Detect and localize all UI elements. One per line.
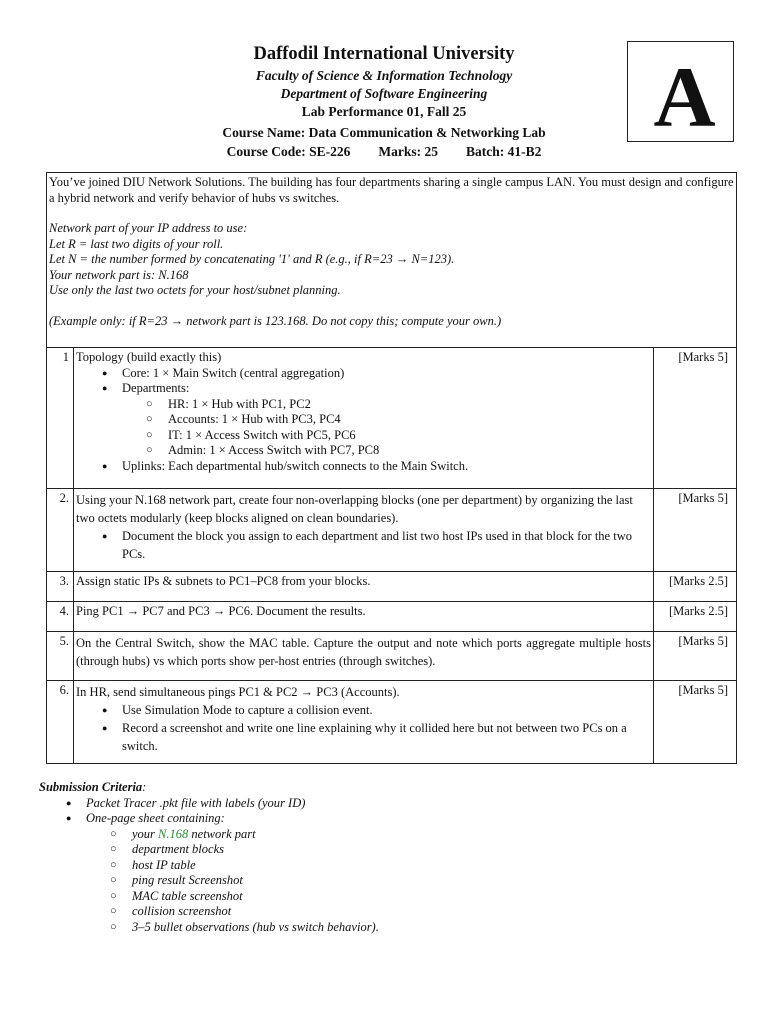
list-item: ○ Admin: 1 × Access Switch with PC7, PC8 — [168, 443, 651, 459]
intro-cell — [47, 173, 737, 348]
task-number: 5. — [47, 632, 74, 681]
departments-label: Departments: — [122, 381, 190, 395]
task-marks: [Marks 5] — [654, 632, 737, 681]
task-number: 4. — [47, 602, 74, 632]
intro-line: Let N = the number formed by concatenating '1' and R (e.g., if R=23 → N=123). — [49, 252, 455, 266]
list-item: ○ 3–5 bullet observations (hub vs switch behavior). — [132, 920, 739, 936]
task-row-5 — [47, 632, 737, 681]
text-span: network part — [188, 826, 256, 841]
set-letter: A — [653, 48, 716, 142]
marks-total: Marks: 25 — [378, 144, 438, 159]
network-part-highlight: N.168 — [158, 826, 189, 841]
list-item: ○ department blocks — [132, 842, 739, 858]
submission-colon: : — [142, 780, 147, 794]
intro-row — [47, 173, 737, 348]
submission-title: Submission Criteria — [39, 780, 143, 794]
task-title: Topology (build exactly this) — [76, 350, 222, 364]
task-row-1 — [47, 348, 737, 489]
list-item: ○ ping result Screenshot — [132, 873, 739, 889]
task-title: Using your N.168 network part, create four non-overlapping blocks (one per department) by organizing the last two octets modularly (keep blocks aligned on clean boundaries). — [76, 493, 633, 525]
task-bullets — [76, 701, 651, 755]
batch: Batch: 41-B2 — [466, 144, 542, 159]
university-name: Daffodil International University — [253, 44, 515, 64]
task-body — [74, 681, 654, 764]
task-row-2 — [47, 489, 737, 572]
task-row-3 — [47, 572, 737, 602]
list-item: ● Uplinks: Each departmental hub/switch connects to the Main Switch. — [122, 459, 651, 475]
submission-list — [39, 796, 739, 936]
list-item: ○ HR: 1 × Hub with PC1, PC2 — [168, 397, 651, 413]
task-number: 1 — [47, 348, 74, 489]
task-title: In HR, send simultaneous pings PC1 & PC2 → PC3 (Accounts). — [76, 685, 400, 699]
sheet-label: One-page sheet containing: — [86, 811, 225, 825]
task-body: Assign static IPs & subnets to PC1–PC8 from your blocks. — [74, 572, 654, 602]
submission-title-line — [39, 780, 739, 796]
course-info-line — [0, 144, 768, 160]
sheet-contents — [86, 827, 739, 936]
course-name: Course Name: Data Communication & Networking Lab — [222, 125, 546, 140]
task-body — [74, 489, 654, 572]
task-number: 3. — [47, 572, 74, 602]
list-item — [122, 381, 651, 459]
task-bullets — [76, 366, 651, 475]
task-marks: [Marks 5] — [654, 489, 737, 572]
faculty-name: Faculty of Science & Information Technology — [255, 68, 513, 83]
task-row-6 — [47, 681, 737, 764]
list-item: ○ IT: 1 × Access Switch with PC5, PC6 — [168, 428, 651, 444]
intro-line: Use only the last two octets for your host/subnet planning. — [49, 283, 341, 297]
list-item — [86, 811, 739, 935]
list-item: ○ Accounts: 1 × Hub with PC3, PC4 — [168, 412, 651, 428]
task-body — [74, 348, 654, 489]
intro-line: Network part of your IP address to use: — [49, 221, 248, 235]
task-number: 2. — [47, 489, 74, 572]
intro-paragraph: You’ve joined DIU Network Solutions. The building has four departments sharing a single campus LAN. You must design and configure a hybrid network and verify behavior of hubs vs switches. — [49, 175, 734, 205]
course-code: Course Code: SE-226 — [226, 144, 351, 159]
list-item: ● Document the block you assign to each department and list two host IPs used in that block for the two PCs. — [122, 527, 651, 563]
task-row-4 — [47, 602, 737, 632]
list-item: ● Use Simulation Mode to capture a collision event. — [122, 701, 651, 719]
list-item: ● Core: 1 × Main Switch (central aggregation) — [122, 366, 651, 382]
submission-criteria — [39, 780, 739, 935]
intro-line: Let R = last two digits of your roll. — [49, 236, 224, 251]
intro-line: Your network part is: N.168 — [49, 267, 189, 282]
task-bullets — [76, 527, 651, 563]
task-body: On the Central Switch, show the MAC table. Capture the output and note which ports aggregate multiple hosts (through hubs) vs which ports show per-host entries (through switches). — [74, 632, 654, 681]
set-letter-box — [627, 41, 734, 142]
intro-example: (Example only: if R=23 → network part is 123.168. Do not copy this; compute your own.) — [49, 313, 502, 328]
list-item: ● Packet Tracer .pkt file with labels (your ID) — [86, 796, 739, 812]
list-item: ○ collision screenshot — [132, 904, 739, 920]
list-item: ○ MAC table screenshot — [132, 889, 739, 905]
list-item: ● Record a screenshot and write one line explaining why it collided here but not between two PCs on a switch. — [122, 719, 651, 755]
list-item: ○ host IP table — [132, 858, 739, 874]
task-marks: [Marks 5] — [654, 348, 737, 489]
department-name: Department of Software Engineering — [280, 86, 488, 101]
task-body: Ping PC1 → PC7 and PC3 → PC6. Document the results. — [74, 602, 654, 632]
task-number: 6. — [47, 681, 74, 764]
department-list — [122, 397, 651, 459]
task-marks: [Marks 2.5] — [654, 602, 737, 632]
text-span: your — [132, 826, 159, 841]
lab-title: Lab Performance 01, Fall 25 — [301, 104, 467, 119]
task-marks: [Marks 2.5] — [654, 572, 737, 602]
task-marks: [Marks 5] — [654, 681, 737, 764]
list-item — [132, 827, 739, 843]
task-table — [46, 172, 737, 764]
